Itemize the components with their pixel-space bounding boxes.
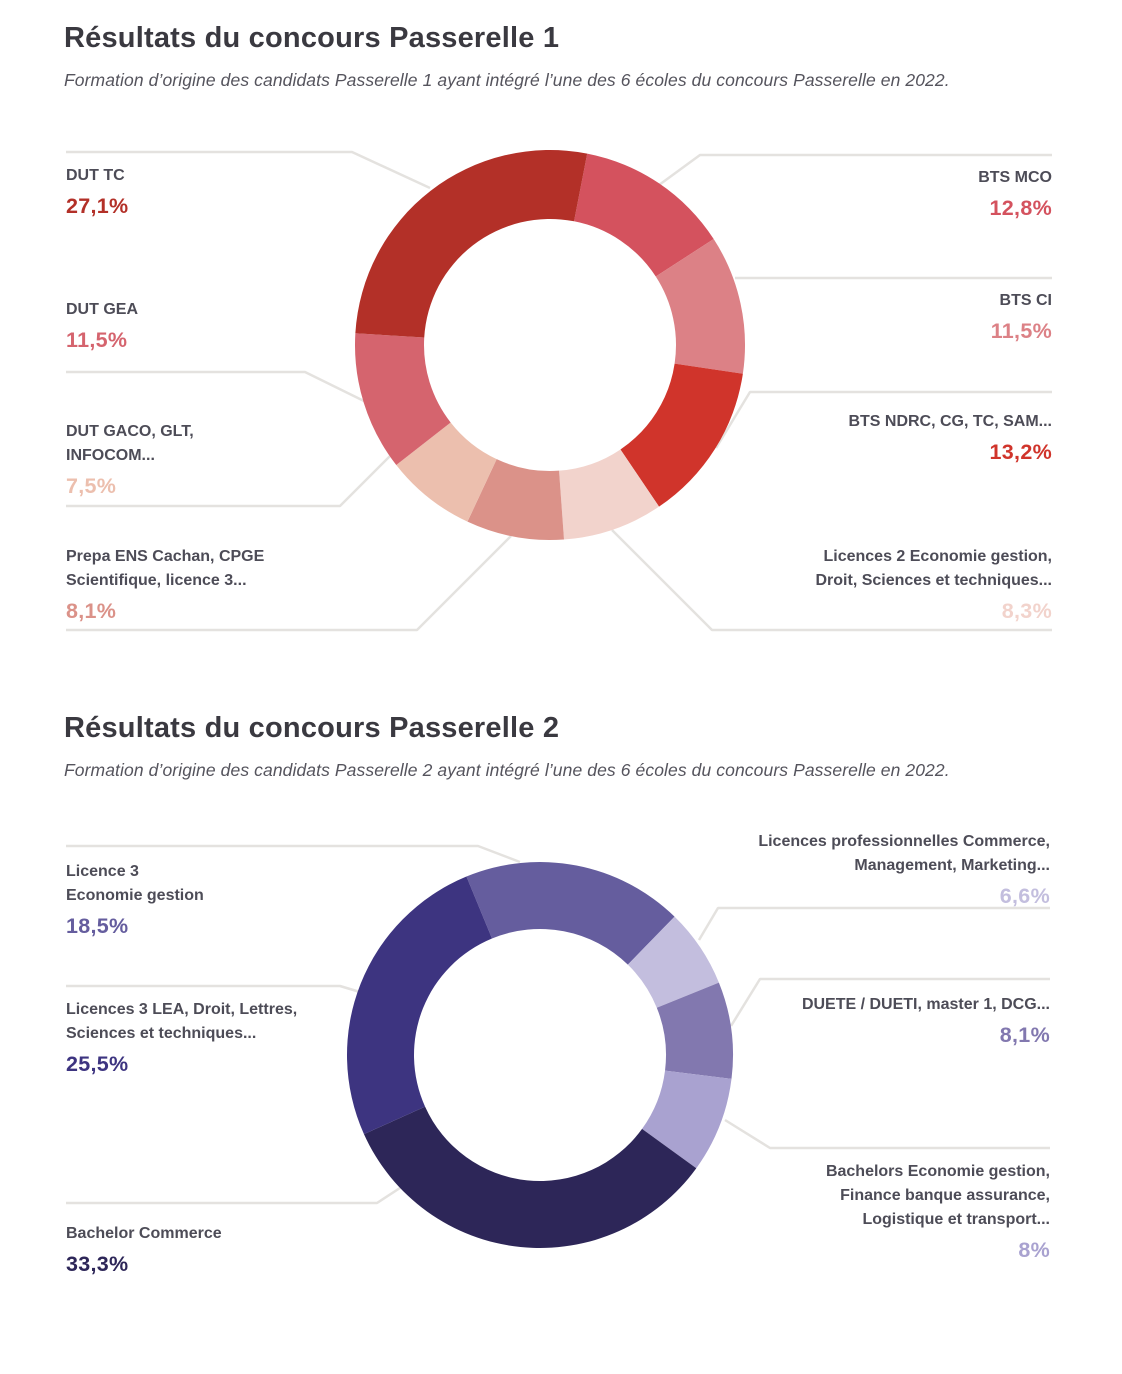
segment-value: 8% <box>1018 1238 1050 1262</box>
segment-label: Scientifique, licence 3... <box>66 572 247 589</box>
segment-value: 11,5% <box>990 319 1052 343</box>
segment-label-block <box>815 545 1052 624</box>
segment-label: BTS NDRC, CG, TC, SAM... <box>848 413 1052 430</box>
leader-line <box>66 1186 403 1203</box>
segment-label: Logistique et transport... <box>862 1211 1050 1228</box>
segment-value: 18,5% <box>66 914 129 938</box>
page-title: Résultats du concours Passerelle 1 <box>64 22 560 54</box>
segment-value: 8,3% <box>1001 599 1052 623</box>
segment-label-block <box>991 289 1052 344</box>
chart-subtitle: Formation d’origine des candidats Passerelle 2 ayant intégré l’une des 6 écoles du concours Passerelle en 2022. <box>64 760 950 780</box>
segment-label: Licences professionnelles Commerce, <box>758 833 1050 850</box>
segment-label: DUETE / DUETI, master 1, DCG... <box>801 996 1050 1013</box>
segment-label-block <box>66 420 194 499</box>
segment-value: 13,2% <box>989 440 1052 464</box>
segment-value: 8,1% <box>999 1023 1050 1047</box>
chart-subtitle: Formation d’origine des candidats Passerelle 1 ayant intégré l’une des 6 écoles du concours Passerelle en 2022. <box>64 70 950 90</box>
segment-label: Sciences et techniques... <box>66 1025 257 1042</box>
segment-value: 33,3% <box>66 1252 129 1276</box>
segment-label: Finance banque assurance, <box>840 1187 1050 1204</box>
page-title: Résultats du concours Passerelle 2 <box>64 712 560 744</box>
segment-label-block <box>758 830 1050 909</box>
segment-label: DUT GEA <box>66 301 138 318</box>
segment-label: Bachelors Economie gestion, <box>825 1163 1050 1180</box>
segment-value: 8,1% <box>66 599 117 623</box>
donut-segment <box>355 150 587 337</box>
segment-label-block <box>978 166 1052 221</box>
segment-label: Management, Marketing... <box>854 857 1050 874</box>
segment-label-block <box>66 1222 222 1277</box>
segment-value: 7,5% <box>66 474 117 498</box>
segment-label-block <box>66 860 204 939</box>
leader-line <box>66 986 360 992</box>
segment-label-block <box>66 164 128 219</box>
segment-label-block <box>66 298 138 353</box>
segment-label: BTS MCO <box>978 169 1052 186</box>
segment-label: Economie gestion <box>66 887 204 904</box>
segment-label-block <box>66 545 264 624</box>
segment-label: Licence 3 <box>66 863 139 880</box>
donut-segment <box>347 877 492 1135</box>
segment-label: DUT TC <box>66 167 125 184</box>
segment-label: INFOCOM... <box>66 447 155 464</box>
segment-value: 12,8% <box>989 196 1052 220</box>
segment-label-block <box>66 998 297 1077</box>
segment-label: BTS CI <box>999 292 1052 309</box>
segment-label: DUT GACO, GLT, <box>66 423 194 440</box>
segment-value: 27,1% <box>66 194 129 218</box>
segment-value: 6,6% <box>999 884 1050 908</box>
segment-label: Licences 2 Economie gestion, <box>823 548 1052 565</box>
passerelle-2-section <box>0 690 1122 1374</box>
segment-label: Prepa ENS Cachan, CPGE <box>66 548 265 565</box>
segment-value: 25,5% <box>66 1052 129 1076</box>
segment-label-block <box>802 993 1050 1048</box>
segment-label-block <box>826 1160 1050 1263</box>
segment-label: Droit, Sciences et techniques... <box>815 572 1052 589</box>
segment-label: Bachelor Commerce <box>66 1225 222 1242</box>
segment-label-block <box>848 410 1052 465</box>
leader-line <box>66 372 366 402</box>
leader-line <box>699 908 1050 940</box>
segment-label: Licences 3 LEA, Droit, Lettres, <box>66 1001 298 1018</box>
segment-value: 11,5% <box>66 328 128 352</box>
leader-line <box>725 1120 1050 1148</box>
